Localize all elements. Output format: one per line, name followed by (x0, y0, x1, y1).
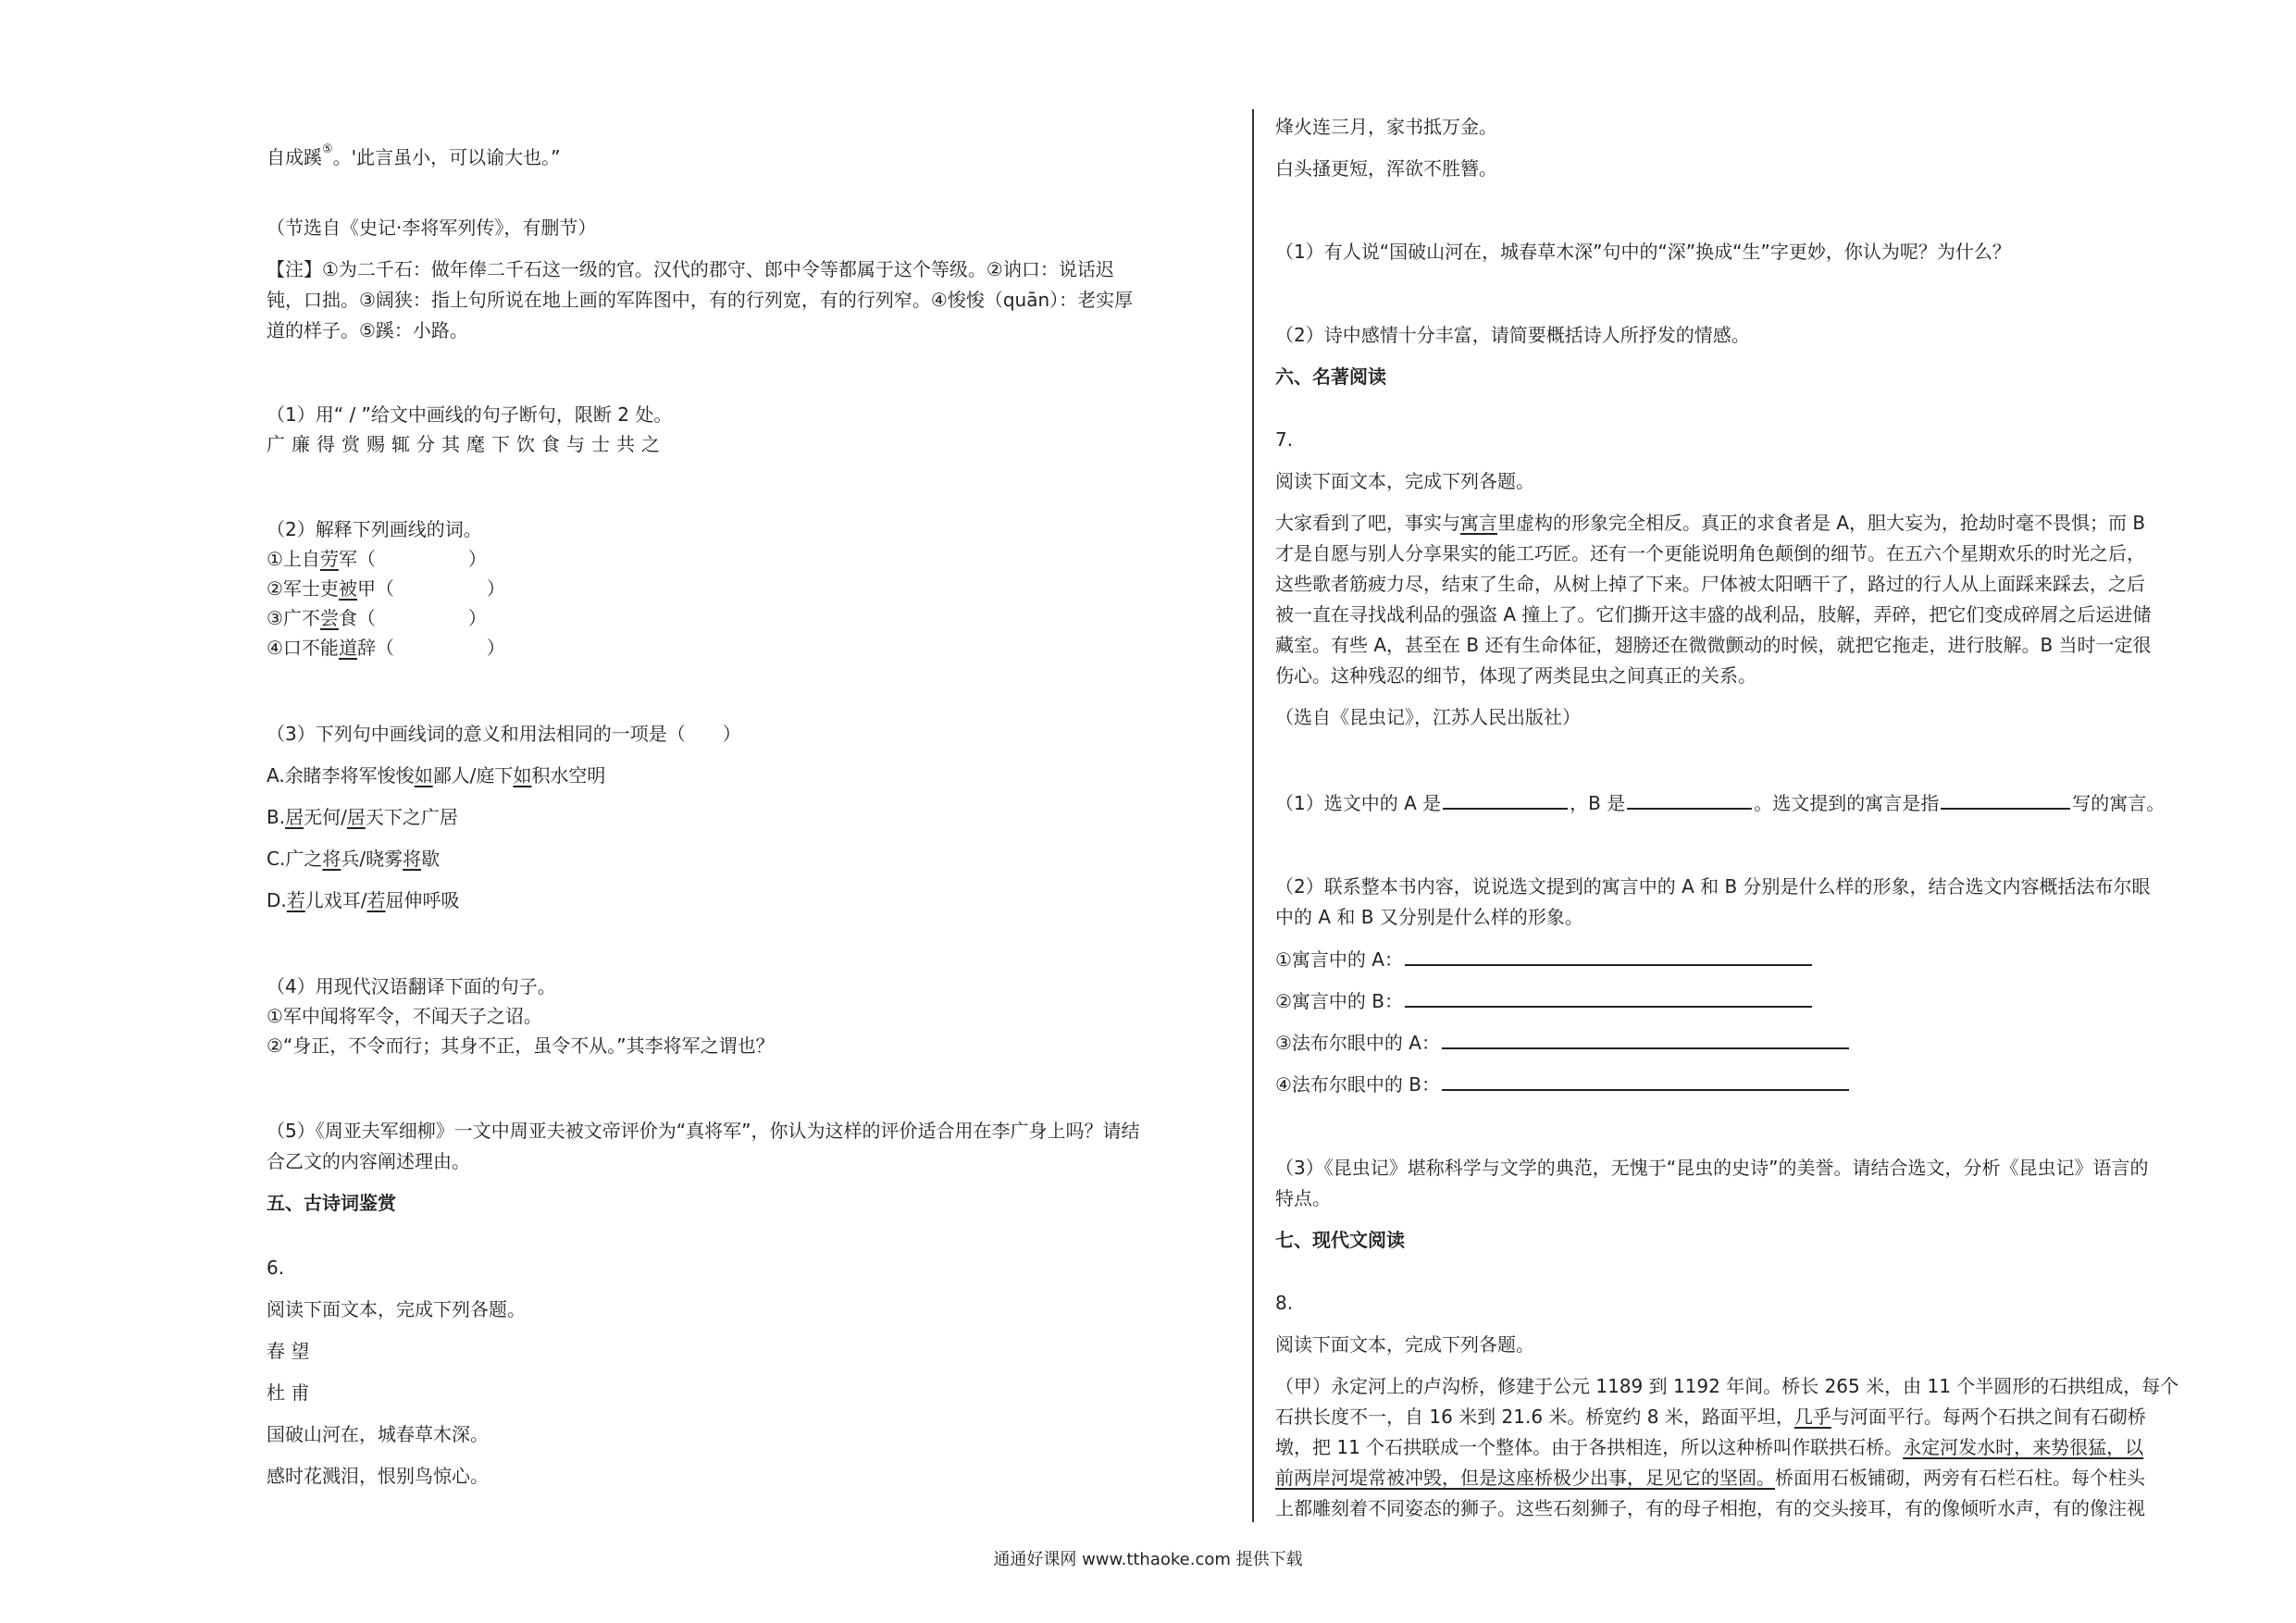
instruction: 阅读下面文本，完成下列各题。 (267, 1298, 526, 1320)
answer-blank[interactable] (1941, 791, 2070, 810)
option-c: C.广之将兵/晓雾将歇 (267, 848, 441, 870)
section-heading: 七、现代文阅读 (1275, 1229, 1405, 1251)
option-b: B.居无何/居天下之广居 (267, 806, 458, 828)
book-question-3: （3）《昆虫记》堪称科学与文学的典范，无愧于“昆虫的史诗”的美誉。请结合选文，分析《昆虫记》语言的 (1275, 1157, 2149, 1179)
source-line: （选自《昆虫记》，江苏人民出版社） (1275, 706, 1581, 728)
question-number: 7. (1275, 428, 1294, 451)
question-5: 合乙文的内容阐述理由。 (267, 1150, 470, 1172)
poem-author: 杜 甫 (267, 1381, 310, 1404)
question-2: （2）解释下列画线的词。 (267, 518, 482, 540)
question-number: 8. (1275, 1292, 1294, 1314)
answer-blank[interactable] (1443, 791, 1568, 810)
column-divider (1252, 109, 1254, 1522)
passage-line: 伤心。这种残忍的细节，体现了两类昆虫之间真正的关系。 (1275, 664, 1756, 687)
answer-blank[interactable] (1442, 1072, 1849, 1091)
poem-line: 白头搔更短，浑欲不胜簪。 (1275, 157, 1497, 180)
question-5: （5）《周亚夫军细柳》一文中周亚夫被文帝评价为“真将军”，你认为这样的评价适合用在李广身上吗？请结 (267, 1120, 1140, 1142)
answer-row: ①寓言中的 A： (1275, 948, 1814, 971)
passage-line: 前两岸河堤常被冲毁，但是这座桥极少出事，足见它的坚固。桥面用石板铺砌，两旁有石栏石柱。每个柱头 (1275, 1467, 2145, 1489)
book-question-2: （2）联系整本书内容，说说选文提到的寓言中的 A 和 B 分别是什么样的形象，结合选文内容概括法布尔眼 (1275, 875, 2151, 898)
poem-question-2: （2）诗中感情十分丰富，请简要概括诗人所抒发的情感。 (1275, 324, 1750, 346)
question-1-sentence: 广廉得赏赐辄分其麾下饮食与士共之 (267, 433, 666, 455)
text-line: 自成蹊⑤。'此言虽小，可以谕大也。” (267, 142, 561, 168)
passage-line: 大家看到了吧，事实与寓言里虚构的形象完全相反。真正的求食者是 A，胆大妄为，抢劫时毫不畏惧；而 B (1275, 512, 2146, 534)
poem-line: 国破山河在，城春草木深。 (267, 1423, 489, 1445)
note-line: 道的样子。⑤蹊：小路。 (267, 319, 468, 341)
note-line: 【注】①为二千石：做年俸二千石这一级的官。汉代的郡守、郎中令等都属于这个等级。②讷口：说话迟 (267, 258, 1114, 280)
passage-line: 被一直在寻找战利品的强盗 A 撞上了。它们撕开这丰盛的战利品，肢解，弄碎，把它们变成碎屑之后运进储 (1275, 603, 2152, 626)
answer-blank[interactable] (1405, 948, 1812, 966)
question-2-item: ④口不能道辞（ ） (267, 637, 505, 659)
instruction: 阅读下面文本，完成下列各题。 (1275, 1333, 1534, 1356)
answer-row: ②寓言中的 B： (1275, 989, 1814, 1012)
question-4: （4）用现代汉语翻译下面的句子。 (267, 975, 556, 997)
passage-line: 藏室。有些 A，甚至在 B 还有生命体征，翅膀还在微微颤动的时候，就把它拖走，进行肢解。B 当时一定很 (1275, 634, 2152, 656)
book-question-3: 特点。 (1275, 1187, 1331, 1209)
option-a: A.余睹李将军悛悛如鄙人/庭下如积水空明 (267, 764, 606, 787)
note-line: 钝，口拙。③阔狭：指上句所说在地上画的军阵图中，有的行列宽，有的行列窄。④悛悛（quān）：老实厚 (267, 289, 1134, 311)
question-2-item: ③广不尝食（ ） (267, 607, 487, 629)
question-3: （3）下列句中画线词的意义和用法相同的一项是（ ） (267, 723, 741, 745)
question-2-item: ①上自劳军（ ） (267, 548, 487, 570)
book-question-2: 中的 A 和 B 又分别是什么样的形象。 (1275, 906, 1583, 928)
question-number: 6. (267, 1257, 285, 1279)
option-d: D.若儿戏耳/若屈伸呼吸 (267, 889, 460, 911)
poem-line: 烽火连三月，家书抵万金。 (1275, 116, 1497, 138)
answer-blank[interactable] (1627, 791, 1752, 810)
question-1: （1）用“ / ”给文中画线的句子断句，限断 2 处。 (267, 403, 673, 426)
answer-row: ④法布尔眼中的 B： (1275, 1072, 1851, 1096)
passage-line: 才是自愿与别人分享果实的能工巧匠。还有一个更能说明角色颠倒的细节。在五六个星期欢乐的时光之后， (1275, 542, 2145, 564)
question-4-item: ①军中闻将军令，不闻天子之诏。 (267, 1005, 542, 1027)
passage-line: 石拱长度不一，自 16 米到 21.6 米。桥宽约 8 米，路面平坦，几乎与河面平行。每两个石拱之间有石砌桥 (1275, 1406, 2146, 1428)
answer-blank[interactable] (1405, 989, 1812, 1008)
book-question-1: （1）选文中的 A 是 ，B 是 。选文提到的寓言是指 写的寓言。 (1275, 792, 2166, 814)
answer-blank[interactable] (1442, 1031, 1849, 1049)
passage-line: 墩，把 11 个石拱联成一个整体。由于各拱相连，所以这种桥叫作联拱石桥。永定河发水时，来势很猛，以 (1275, 1436, 2144, 1458)
passage-line: （甲）永定河上的卢沟桥，修建于公元 1189 到 1192 年间。桥长 265 米，由 11 个半圆形的石拱组成，每个 (1275, 1375, 2179, 1397)
poem-question-1: （1）有人说“国破山河在，城春草木深”句中的“深”换成“生”字更妙，你认为呢？为什么？ (1275, 241, 2011, 263)
page-footer: 通通好课网 www.tthaoke.com 提供下载 (993, 1550, 1303, 1569)
question-2-item: ②军士吏被甲（ ） (267, 577, 505, 600)
answer-row: ③法布尔眼中的 A： (1275, 1031, 1851, 1054)
passage-line: 这些歌者筋疲力尽，结束了生命，从树上掉了下来。尸体被太阳晒干了，路过的行人从上面踩来踩去，之后 (1275, 573, 2145, 595)
poem-title: 春 望 (267, 1340, 310, 1362)
section-heading: 六、名著阅读 (1275, 365, 1386, 388)
instruction: 阅读下面文本，完成下列各题。 (1275, 470, 1534, 492)
poem-line: 感时花溅泪，恨别鸟惊心。 (267, 1465, 489, 1487)
question-4-item: ②“身正，不令而行；其身不正，虽令不从。”其李将军之谓也？ (267, 1035, 775, 1057)
section-heading: 五、古诗词鉴赏 (267, 1192, 396, 1214)
source-line: （节选自《史记·李将军列传》，有删节） (267, 217, 597, 239)
passage-line: 上都雕刻着不同姿态的狮子。这些石刻狮子，有的母子相抱，有的交头接耳，有的像倾听水声，有的像注视 (1275, 1497, 2145, 1519)
